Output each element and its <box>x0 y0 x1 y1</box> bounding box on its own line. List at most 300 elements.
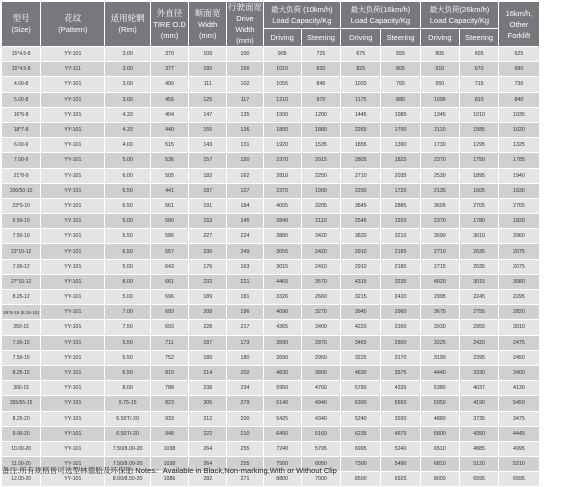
table-cell: 189 <box>189 350 227 365</box>
table-cell: 6.50 <box>105 183 150 198</box>
table-cell: 3845 <box>341 198 381 213</box>
table-cell: 4220 <box>341 320 381 335</box>
table-cell: 180 <box>227 350 263 365</box>
table-cell: 2960 <box>499 229 539 244</box>
table-cell: 675 <box>341 47 381 62</box>
table-cell: 157 <box>189 153 227 168</box>
table-cell: 264 <box>189 457 227 472</box>
table-row <box>2 350 579 365</box>
table-cell: 8.25-15 <box>2 365 41 380</box>
table-cell: YY-101 <box>41 426 105 441</box>
table-cell: 7.50-10 <box>2 229 41 244</box>
table-cell: 2035 <box>459 259 498 274</box>
table-row <box>2 426 579 441</box>
table-cell: 1200 <box>301 107 340 122</box>
table-cell: 2035 <box>381 168 420 183</box>
table-cell: YY-101 <box>41 168 105 183</box>
table-cell: 3880 <box>263 229 301 244</box>
table-cell: 2705 <box>459 198 498 213</box>
table-cell: 4350 <box>459 426 498 441</box>
table-cell: 845 <box>301 77 340 92</box>
table-cell: 2250 <box>301 168 340 183</box>
table-cell: 2420 <box>459 335 498 350</box>
table-cell: YY-101 <box>41 396 105 411</box>
table-cell: 2600 <box>381 335 420 350</box>
table-cell: 16*6-8 <box>2 107 41 122</box>
table-cell: 5240 <box>381 441 420 456</box>
table-cell: 185 <box>189 62 227 77</box>
table-row <box>2 411 579 426</box>
header-other-forklift: 16km/h, Other Forklift <box>499 2 539 47</box>
table-cell: 5.50 <box>105 335 150 350</box>
table-header <box>2 2 579 47</box>
table-cell: YY-101 <box>41 229 105 244</box>
table-cell: 7560 <box>263 457 301 472</box>
table-cell: 18*7-8 <box>2 122 41 137</box>
table-row <box>2 244 579 259</box>
table-cell: 4445 <box>499 426 539 441</box>
table-cell: 5.00-8 <box>2 92 41 107</box>
table-cell: 752 <box>150 350 188 365</box>
table-cell: 805 <box>381 62 420 77</box>
table-cell: 515 <box>150 138 188 153</box>
table-cell: 5650 <box>381 396 420 411</box>
table-cell: 3945 <box>341 305 381 320</box>
table-cell: 905 <box>263 47 301 62</box>
table-cell: 586 <box>150 229 188 244</box>
table-cell: 2660 <box>301 290 340 305</box>
table-cell: 2370 <box>263 183 301 198</box>
table-cell: 3225 <box>341 350 381 365</box>
table-row <box>2 441 579 456</box>
table-cell: 2395 <box>459 350 498 365</box>
table-cell: 6.50 <box>105 198 150 213</box>
table-cell: YY-101 <box>41 183 105 198</box>
table-cell: YY-101 <box>41 365 105 380</box>
table-cell: 605 <box>459 47 498 62</box>
table-cell: 163 <box>227 259 263 274</box>
table-cell: 2805 <box>341 153 381 168</box>
table-cell: 3930 <box>381 411 420 426</box>
table-cell: 7.00-9 <box>2 153 41 168</box>
table-cell: YY-101 <box>41 214 105 229</box>
table-cell: 5.00 <box>105 153 150 168</box>
table-cell: 11.00-20 <box>2 457 41 472</box>
table-cell: 2370 <box>263 153 301 168</box>
table-cell: 3590 <box>263 335 301 350</box>
table-cell: 1700 <box>381 122 420 137</box>
table-cell: 1325 <box>499 138 539 153</box>
table-cell: 404 <box>150 107 188 122</box>
table-cell: 557 <box>150 244 188 259</box>
table-cell: 505 <box>150 168 188 183</box>
table-cell: 4315 <box>341 274 381 289</box>
table-cell: 182 <box>189 168 227 183</box>
table-cell: 232 <box>189 274 227 289</box>
table-cell: 2545 <box>341 214 381 229</box>
table-cell: 3190 <box>420 350 459 365</box>
table-cell: 27*10-12 <box>2 274 41 289</box>
table-cell: 135 <box>227 107 263 122</box>
table-cell: 143 <box>189 138 227 153</box>
table-cell: 15*4.5-8 <box>2 62 41 77</box>
table-cell: 3800 <box>301 365 340 380</box>
table-cell: 279 <box>227 396 263 411</box>
table-cell: 2715 <box>420 259 459 274</box>
tire-spec-table <box>1 1 579 487</box>
table-row <box>2 259 579 274</box>
table-cell: 4037 <box>459 381 498 396</box>
table-cell: 184 <box>227 198 263 213</box>
table-cell: 2420 <box>301 244 340 259</box>
table-cell: 8000 <box>420 472 459 487</box>
table-cell: 12.00-20 <box>2 472 41 487</box>
table-body <box>2 47 579 487</box>
table-cell: 210 <box>227 426 263 441</box>
header-tire-od: 外直径 TIRE O.D (mm) <box>150 2 188 47</box>
table-cell: 150 <box>227 153 263 168</box>
table-cell: 255 <box>227 441 263 456</box>
table-cell: 7.50 <box>105 320 150 335</box>
table-cell: 1730 <box>420 138 459 153</box>
table-cell: 3170 <box>381 350 420 365</box>
table-cell: 3210 <box>381 229 420 244</box>
table-cell: 1630 <box>499 183 539 198</box>
table-cell: 580 <box>150 214 188 229</box>
table-cell: 21*8-9 <box>2 168 41 183</box>
table-cell: 3055 <box>263 244 301 259</box>
table-cell: 202 <box>227 365 263 380</box>
header-driving-10: Driving <box>263 29 301 47</box>
table-cell: 200 <box>227 411 263 426</box>
table-cell: 3270 <box>301 305 340 320</box>
table-cell: YY-101 <box>41 47 105 62</box>
table-row <box>2 198 579 213</box>
table-cell: 3735 <box>459 411 498 426</box>
table-cell: YY-101 <box>41 411 105 426</box>
table-cell: 8.00 <box>105 274 150 289</box>
table-cell: YY-101 <box>41 259 105 274</box>
table-cell: 1895 <box>459 168 498 183</box>
table-cell: 1620 <box>499 122 539 137</box>
table-cell: 3605 <box>420 198 459 213</box>
table-cell: YY-101 <box>41 290 105 305</box>
table-cell: 5.00 <box>105 290 150 305</box>
table-cell: 3.00 <box>105 92 150 107</box>
table-cell: 6995 <box>341 441 381 456</box>
table-cell: 3015 <box>459 274 498 289</box>
table-cell: 2810 <box>263 168 301 183</box>
table-cell: 5490 <box>381 457 420 472</box>
table-cell: 823 <box>150 396 188 411</box>
table-row <box>2 77 579 92</box>
table-cell: 2910 <box>341 244 381 259</box>
table-cell: 6.50-10 <box>2 214 41 229</box>
table-cell: 23*9-10 <box>2 198 41 213</box>
table-cell: YY-101 <box>41 77 105 92</box>
table-cell: 8800 <box>263 472 301 487</box>
table-row <box>2 168 579 183</box>
table-cell: 4020 <box>420 274 459 289</box>
table-cell: 2075 <box>499 244 539 259</box>
table-row <box>2 335 579 350</box>
table-cell: 4005 <box>263 198 301 213</box>
header-steering-26: Steering <box>459 29 498 47</box>
table-cell: 6925 <box>381 472 420 487</box>
table-cell: 840 <box>499 92 539 107</box>
table-cell: 3326 <box>263 290 301 305</box>
table-cell: 255 <box>227 457 263 472</box>
table-cell: 3215 <box>341 290 381 305</box>
table-cell: 15*4.5-8 <box>2 47 41 62</box>
table-cell: 111 <box>189 77 227 92</box>
table-row <box>2 122 579 137</box>
table-cell: 693 <box>150 305 188 320</box>
table-cell: 5240 <box>341 411 381 426</box>
table-cell: 127 <box>227 183 263 198</box>
table-cell: 176 <box>189 259 227 274</box>
table-cell: 224 <box>227 229 263 244</box>
table-cell: 131 <box>227 138 263 153</box>
table-cell: 2185 <box>381 244 420 259</box>
table-cell: 3.00 <box>105 62 150 77</box>
table-cell: 2710 <box>341 168 381 183</box>
table-cell: 5.50 <box>105 350 150 365</box>
table-cell: 6595 <box>499 472 539 487</box>
table-cell: 3465 <box>341 335 381 350</box>
table-cell: 3015 <box>263 259 301 274</box>
table-cell: YY-101 <box>41 107 105 122</box>
table-cell: 5800 <box>420 426 459 441</box>
table-row <box>2 183 579 198</box>
table-row <box>2 138 579 153</box>
table-cell: 805 <box>420 47 459 62</box>
table-cell: 1295 <box>459 138 498 153</box>
table-cell: 181 <box>227 290 263 305</box>
table-cell: 1855 <box>341 138 381 153</box>
table-cell: 4630 <box>341 365 381 380</box>
table-cell: YY-101 <box>41 441 105 456</box>
table-cell: YY-101 <box>41 350 105 365</box>
table-cell: 4760 <box>301 381 340 396</box>
table-cell: 625 <box>499 47 539 62</box>
table-cell: 2370 <box>420 153 459 168</box>
table-cell: 5425 <box>263 411 301 426</box>
table-cell: 8.00 <box>105 381 150 396</box>
table-cell: YY-101 <box>41 198 105 213</box>
table-cell: YY-101 <box>41 320 105 335</box>
table-cell: 200/50-10 <box>2 183 41 198</box>
table-cell: 1086 <box>150 472 188 487</box>
table-cell: 4830 <box>263 365 301 380</box>
table-cell: 1445 <box>341 107 381 122</box>
table-row <box>2 396 579 411</box>
table-cell: 1920 <box>263 138 301 153</box>
table-cell: 1010 <box>263 62 301 77</box>
table-cell: YY-101 <box>41 472 105 487</box>
table-cell: 1535 <box>301 138 340 153</box>
table-row <box>2 274 579 289</box>
table-cell: 1910 <box>381 214 420 229</box>
table-cell: 4.00 <box>105 138 150 153</box>
table-cell: 400 <box>150 77 188 92</box>
table-row <box>2 290 579 305</box>
table-cell: 227 <box>189 229 227 244</box>
table-cell: 696 <box>150 290 188 305</box>
table-cell: 7.00 <box>105 305 150 320</box>
table-cell: 3205 <box>301 198 340 213</box>
table-cell: 189 <box>189 290 227 305</box>
table-cell: 7.50-15 <box>2 350 41 365</box>
table-cell: 910 <box>420 62 459 77</box>
table-cell: 4.33 <box>105 122 150 137</box>
table-cell: 355/65-15 <box>2 396 41 411</box>
table-cell: 5380 <box>420 381 459 396</box>
table-cell: 234 <box>227 381 263 396</box>
header-size: 型号 (Size) <box>2 2 41 47</box>
table-cell: 765 <box>381 77 420 92</box>
table-cell: 2950 <box>301 350 340 365</box>
table-row <box>2 305 579 320</box>
table-cell: 155 <box>189 122 227 137</box>
table-cell: 3575 <box>381 365 420 380</box>
table-cell: 1010 <box>459 107 498 122</box>
table-cell: 222 <box>189 426 227 441</box>
table-cell: 6810 <box>420 457 459 472</box>
table-cell: 4940 <box>301 396 340 411</box>
table-cell: 1605 <box>459 183 498 198</box>
table-cell: 5795 <box>301 441 340 456</box>
table-cell: 440 <box>150 122 188 137</box>
table-cell: 230 <box>189 244 227 259</box>
table-cell: 214 <box>189 365 227 380</box>
table-cell: 2530 <box>420 168 459 183</box>
table-cell: 3.00 <box>105 47 150 62</box>
table-cell: 100 <box>227 47 263 62</box>
table-cell: 162 <box>227 168 263 183</box>
table-cell: 4.33 <box>105 107 150 122</box>
table-cell: 1085 <box>381 107 420 122</box>
table-cell: 2370 <box>420 214 459 229</box>
table-cell: YY-101 <box>41 335 105 350</box>
table-cell: YY-101 <box>41 92 105 107</box>
header-load-10: 最大负荷 (10km/h) Load Capacity/Kg <box>263 2 341 29</box>
table-cell: 1020 <box>341 77 381 92</box>
table-cell: 238 <box>189 381 227 396</box>
table-cell: 3420 <box>301 229 340 244</box>
table-cell: 2450 <box>499 350 539 365</box>
table-cell: 4675 <box>381 426 420 441</box>
table-cell: 6450 <box>263 426 301 441</box>
table-row <box>2 62 579 77</box>
table-cell: YY-101 <box>41 153 105 168</box>
table-cell: 28*9-15 (8.15-15) <box>2 305 41 320</box>
table-cell: 1038 <box>150 457 188 472</box>
table-cell: 136 <box>227 122 263 137</box>
table-cell: 102 <box>227 77 263 92</box>
table-row <box>2 320 579 335</box>
table-cell: 6510 <box>420 441 459 456</box>
table-row <box>2 229 579 244</box>
table-cell: 1900 <box>301 183 340 198</box>
table-cell: 3010 <box>459 229 498 244</box>
table-cell: 3400 <box>499 365 539 380</box>
table-cell: 4440 <box>420 365 459 380</box>
table-cell: 725 <box>301 47 340 62</box>
table-cell: 377 <box>150 62 188 77</box>
table-cell: 1095 <box>420 92 459 107</box>
table-cell: 1038 <box>150 441 188 456</box>
table-cell: 4190 <box>459 396 498 411</box>
table-cell: 6.50T/-20 <box>105 411 150 426</box>
table-cell: 187 <box>189 183 227 198</box>
table-cell: 661 <box>150 274 188 289</box>
header-steering-10: Steering <box>301 29 340 47</box>
table-row <box>2 153 579 168</box>
table-cell: 208 <box>189 305 227 320</box>
table-cell: 2015 <box>301 153 340 168</box>
table-cell: 670 <box>459 62 498 77</box>
table-cell: 117 <box>227 92 263 107</box>
table-row <box>2 92 579 107</box>
table-cell: 3675 <box>420 305 459 320</box>
table-cell: 264 <box>189 441 227 456</box>
table-cell: 5120 <box>459 457 498 472</box>
table-cell: 2955 <box>459 320 498 335</box>
table-cell: 7.50/8.00-20 <box>105 457 150 472</box>
table-cell: 1850 <box>263 122 301 137</box>
table-cell: 948 <box>150 426 188 441</box>
table-cell: YY-101 <box>41 457 105 472</box>
table-cell: 305 <box>189 396 227 411</box>
table-cell: 3010 <box>499 320 539 335</box>
table-cell: 2180 <box>381 259 420 274</box>
table-cell: 6.50T/-20 <box>105 426 150 441</box>
table-cell: 196 <box>227 305 263 320</box>
table-cell: 715 <box>459 77 498 92</box>
table-cell: 2755 <box>459 305 498 320</box>
table-cell: 2995 <box>420 290 459 305</box>
table-cell: 7.50/8.00-20 <box>105 441 150 456</box>
header-driving-26: Driving <box>420 29 459 47</box>
table-cell: 4.00-8 <box>2 77 41 92</box>
table-cell: 3690 <box>263 350 301 365</box>
table-cell: 1780 <box>459 214 498 229</box>
table-cell: 173 <box>227 335 263 350</box>
table-cell: 3160 <box>381 320 420 335</box>
table-cell: 109 <box>189 47 227 62</box>
table-cell: 2960 <box>381 305 420 320</box>
table-cell: 3400 <box>301 320 340 335</box>
table-row <box>2 365 579 380</box>
table-cell: 2410 <box>381 290 420 305</box>
table-cell: 643 <box>150 259 188 274</box>
table-cell: 8.00/8.50-20 <box>105 472 150 487</box>
table-cell: 249 <box>227 244 263 259</box>
table-cell: 5.00 <box>105 214 150 229</box>
table-cell: 4995 <box>499 441 539 456</box>
table-cell: 1585 <box>459 122 498 137</box>
table-cell: 6.50 <box>105 244 150 259</box>
table-cell: YY-101 <box>41 274 105 289</box>
table-cell: 693 <box>150 320 188 335</box>
table-cell: 1175 <box>341 92 381 107</box>
table-cell: 536 <box>150 153 188 168</box>
table-cell: 228 <box>189 320 227 335</box>
table-cell: 1785 <box>499 153 539 168</box>
table-cell: 4885 <box>459 441 498 456</box>
table-cell: 455 <box>150 92 188 107</box>
